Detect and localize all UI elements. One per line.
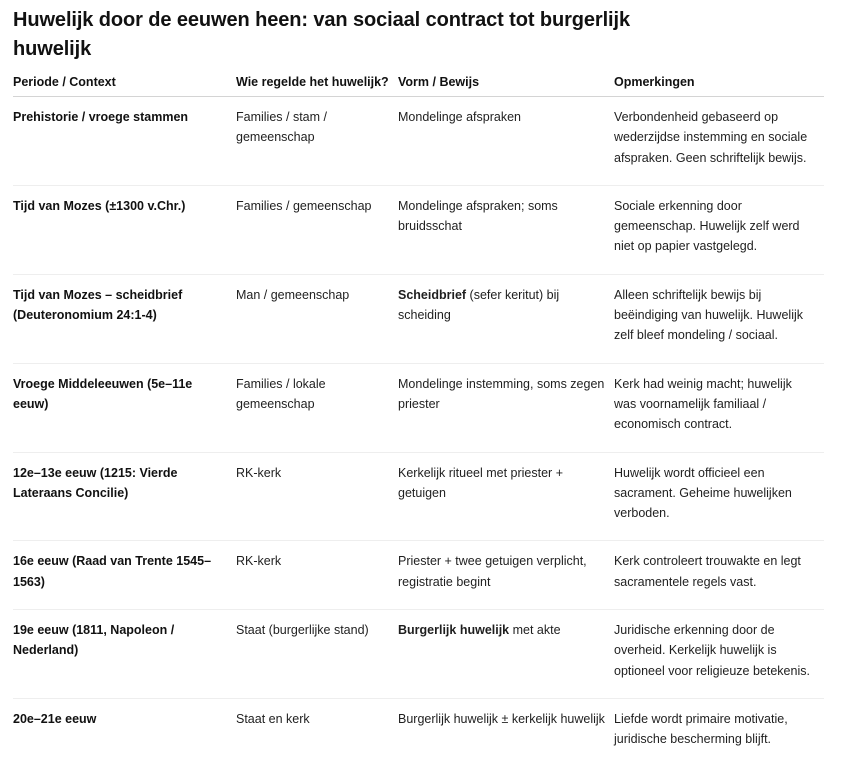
header-regulator: Wie regelde het huwelijk? xyxy=(236,75,398,97)
cell-period: 12e–13e eeuw (1215: Vierde Lateraans Concilie) xyxy=(13,452,236,541)
table-header-row xyxy=(13,75,824,97)
table-row xyxy=(13,452,824,541)
cell-form xyxy=(398,97,614,186)
form-emphasis: Burgerlijk huwelijk xyxy=(398,623,510,638)
table-row xyxy=(13,97,824,186)
cell-remarks: Kerk controleert trouwakte en legt sacramentele regels vast. xyxy=(614,541,824,610)
form-text: met akte xyxy=(509,623,561,638)
table-row xyxy=(13,610,824,699)
cell-remarks: Kerk had weinig macht; huwelijk was voornamelijk familiaal / economisch contract. xyxy=(614,363,824,452)
table-row xyxy=(13,541,824,610)
cell-form xyxy=(398,274,614,363)
cell-regulator: Families / stam / gemeenschap xyxy=(236,97,398,186)
header-form: Vorm / Bewijs xyxy=(398,75,614,97)
cell-period: 19e eeuw (1811, Napoleon / Nederland) xyxy=(13,610,236,699)
form-emphasis: Scheidbrief xyxy=(398,287,467,302)
table-row xyxy=(13,698,824,766)
form-text: (sefer keritut) bij scheiding xyxy=(398,287,560,323)
form-text: Mondelinge afspraken; soms bruidsschat xyxy=(398,198,558,234)
cell-period: Tijd van Mozes – scheidbrief (Deuteronomium 24:1-4) xyxy=(13,274,236,363)
cell-regulator: RK-kerk xyxy=(236,452,398,541)
cell-remarks: Verbondenheid gebaseerd op wederzijdse instemming en sociale afspraken. Geen schriftelijk bewijs. xyxy=(614,97,824,186)
cell-period: Vroege Middeleeuwen (5e–11e eeuw) xyxy=(13,363,236,452)
cell-remarks: Huwelijk wordt officieel een sacrament. Geheime huwelijken verboden. xyxy=(614,452,824,541)
cell-form xyxy=(398,541,614,610)
cell-regulator: Staat en kerk xyxy=(236,711,310,726)
cell-regulator: Staat (burgerlijke stand) xyxy=(236,610,398,699)
header-remarks: Opmerkingen xyxy=(614,75,824,97)
history-table xyxy=(13,75,824,767)
form-text: Mondelinge afspraken xyxy=(398,110,521,124)
cell-remarks: Alleen schriftelijk bewijs bij beëindiging van huwelijk. Huwelijk zelf bleef mondeling / sociaal. xyxy=(614,274,824,363)
cell-regulator: Families / gemeenschap xyxy=(236,185,398,274)
cell-form xyxy=(398,610,614,699)
form-text: Priester + twee getuigen verplicht, registratie begint xyxy=(398,554,587,589)
cell-form xyxy=(398,185,614,274)
form-text: Burgerlijk huwelijk ± kerkelijk huwelijk xyxy=(398,711,605,726)
cell-remarks: Juridische erkenning door de overheid. Kerkelijk huwelijk is optioneel voor religieuze betekenis. xyxy=(614,610,824,699)
form-text: Kerkelijk ritueel met priester + getuigen xyxy=(398,465,563,500)
form-text: Mondelinge instemming, soms zegen priester xyxy=(398,376,605,411)
cell-regulator: RK-kerk xyxy=(236,541,398,610)
cell-remarks: Liefde wordt primaire motivatie, juridische bescherming blijft. xyxy=(614,711,788,747)
cell-regulator: Man / gemeenschap xyxy=(236,274,398,363)
page-title: Huwelijk door de eeuwen heen: van sociaal contract tot burgerlijk huwelijk xyxy=(13,9,630,60)
cell-form xyxy=(398,698,614,766)
table-row xyxy=(13,274,824,363)
cell-period: 20e–21e eeuw xyxy=(13,711,97,726)
cell-form xyxy=(398,363,614,452)
cell-remarks: Sociale erkenning door gemeenschap. Huwelijk zelf werd niet op papier vastgelegd. xyxy=(614,185,824,274)
header-period: Periode / Context xyxy=(13,75,236,97)
cell-period: Prehistorie / vroege stammen xyxy=(13,97,236,186)
cell-regulator: Families / lokale gemeenschap xyxy=(236,363,398,452)
table-row xyxy=(13,185,824,274)
cell-form xyxy=(398,452,614,541)
cell-period: 16e eeuw (Raad van Trente 1545–1563) xyxy=(13,541,236,610)
table-row xyxy=(13,363,824,452)
cell-period: Tijd van Mozes (±1300 v.Chr.) xyxy=(13,185,236,274)
